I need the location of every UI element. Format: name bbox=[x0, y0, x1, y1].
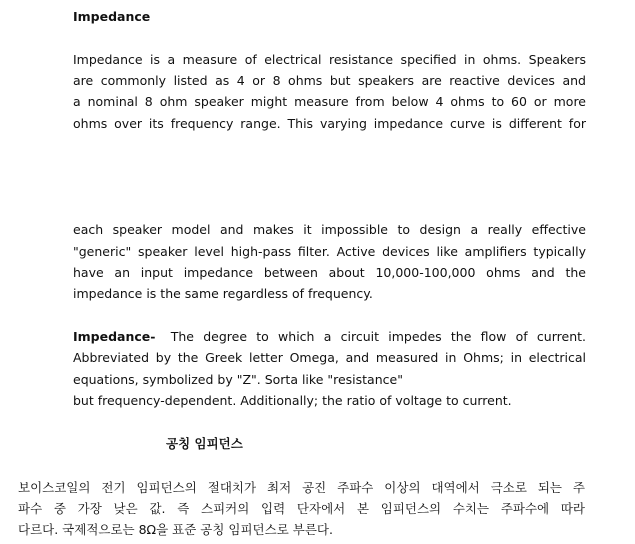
para2-line-2: "generic" speaker level high-pass filter. Active devices like amplifiers typically bbox=[73, 244, 586, 259]
impedance-heading: Impedance bbox=[73, 9, 151, 24]
definition-line-1 bbox=[73, 329, 586, 345]
definition-line-2: Abbreviated by the Greek letter Omega, and measured in Ohms; in electrical bbox=[73, 350, 586, 365]
definition-line-1-rest: The degree to which a circuit impedes the flow of current. bbox=[161, 329, 586, 344]
korean-line-3: 다르다. 국제적으로는 8Ω을 표준 공칭 임피던스로 부른다. bbox=[18, 522, 333, 537]
definition-term: Impedance- bbox=[73, 329, 156, 344]
para1-line-3: a nominal 8 ohm speaker might measure from below 4 ohms to 60 or more bbox=[73, 94, 586, 109]
para2-line-3: have an input impedance between about 10,000-100,000 ohms and the bbox=[73, 265, 586, 280]
nominal-impedance-heading: 공칭 임피던스 bbox=[166, 436, 243, 451]
korean-line-2: 파수 중 가장 낮은 값. 즉 스피커의 입력 단자에서 본 임피던스의 수치는 주파수에 따라 bbox=[18, 501, 585, 516]
para1-line-1: Impedance is a measure of electrical resistance specified in ohms. Speakers bbox=[73, 52, 586, 67]
para1-line-4: ohms over its frequency range. This varying impedance curve is different for bbox=[73, 116, 586, 131]
korean-line-1: 보이스코일의 전기 임피던스의 절대치가 최저 공진 주파수 이상의 대역에서 극소로 되는 주 bbox=[18, 480, 585, 495]
para1-line-2: are commonly listed as 4 or 8 ohms but speakers are reactive devices and bbox=[73, 73, 586, 88]
para2-line-1: each speaker model and makes it impossible to design a really effective bbox=[73, 222, 586, 237]
para2-line-4: impedance is the same regardless of frequency. bbox=[73, 286, 373, 301]
definition-line-4: but frequency-dependent. Additionally; the ratio of voltage to current. bbox=[73, 393, 512, 408]
definition-line-3: equations, symbolized by "Z". Sorta like "resistance" bbox=[73, 372, 403, 387]
